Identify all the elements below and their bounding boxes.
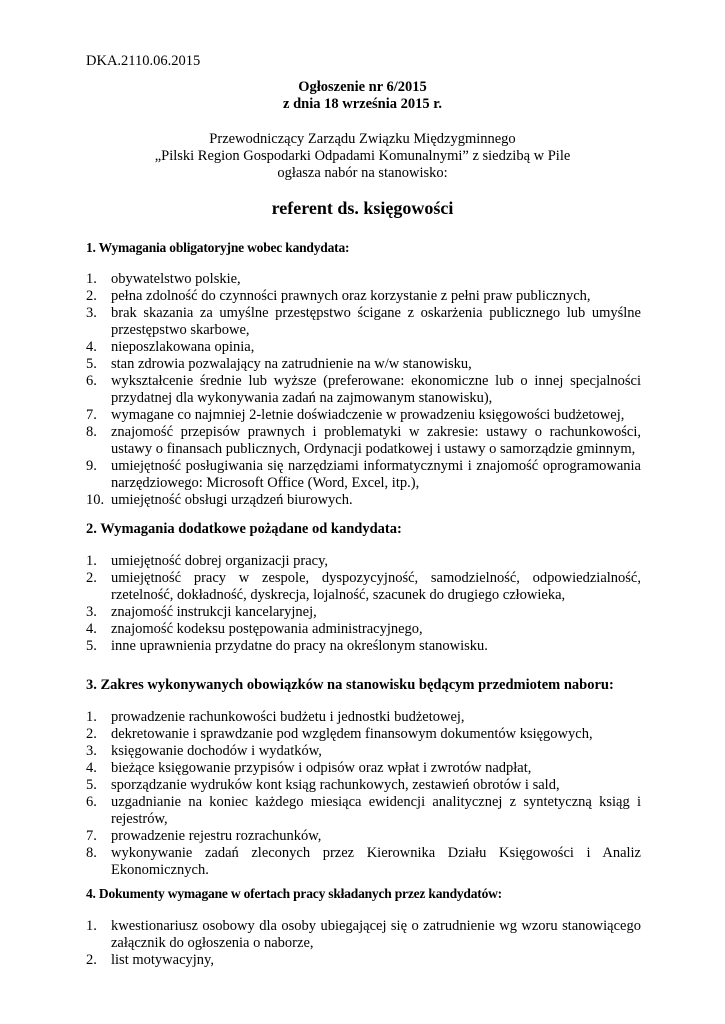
list-item [86, 777, 641, 794]
list-item-number: 3. [86, 604, 97, 620]
list-item-text: sporządzanie wydruków kont ksiąg rachunkowych, zestawień obrotów i sald, [111, 777, 560, 793]
intro-line-3: ogłasza nabór na stanowisko: [277, 165, 448, 181]
list-item-text: prowadzenie rejestru rozrachunków, [111, 828, 322, 844]
list-item [86, 952, 641, 969]
list-item [86, 305, 641, 339]
list-item [86, 339, 641, 356]
list-item-number: 9. [86, 458, 97, 474]
list-item [86, 743, 641, 760]
position-title: referent ds. księgowości [271, 198, 454, 218]
list-item [86, 553, 641, 570]
section-title: 4. Dokumenty wymagane w ofertach pracy składanych przez kandydatów: [86, 886, 502, 901]
list-item-text: pełna zdolność do czynności prawnych oraz korzystanie z pełni praw publicznych, [111, 288, 591, 304]
list-item-number: 2. [86, 726, 97, 742]
list-item-number: 5. [86, 638, 97, 654]
list-item-number: 1. [86, 271, 97, 287]
announcement-date: z dnia 18 września 2015 r. [283, 96, 442, 112]
list-item-text: umiejętność pracy w zespole, dyspozycyjność, samodzielność, odpowiedzialność, rzetelność, dokładność, dyskrecja, lojalność, szacunek do drugiego człowieka, [111, 570, 641, 603]
list-item [86, 845, 641, 879]
list-item-text: obywatelstwo polskie, [111, 271, 241, 287]
list-item-number: 5. [86, 777, 97, 793]
list-item [86, 760, 641, 777]
list-item [86, 570, 641, 604]
announcement-intro [0, 131, 725, 182]
list-item-number: 7. [86, 828, 97, 844]
list-item [86, 828, 641, 845]
intro-line-2: „Pilski Region Gospodarki Odpadami Komunalnymi” z siedzibą w Pile [154, 148, 571, 164]
list-item-text: księgowanie dochodów i wydatków, [111, 743, 322, 759]
announcement-title: Ogłoszenie nr 6/2015 [298, 79, 427, 95]
list-item-text: inne uprawnienia przydatne do pracy na określonym stanowisku. [111, 638, 488, 654]
list-item-text: list motywacyjny, [111, 952, 214, 968]
list-item-number: 4. [86, 760, 97, 776]
list-item-text: umiejętność obsługi urządzeń biurowych. [111, 492, 353, 508]
list-item-text: bieżące księgowanie przypisów i odpisów oraz wpłat i zwrotów nadpłat, [111, 760, 532, 776]
section-required-documents [86, 885, 641, 969]
list-item [86, 604, 641, 621]
section-mandatory-requirements [86, 239, 641, 509]
list-item [86, 288, 641, 305]
list-item-number: 4. [86, 621, 97, 637]
list-item-text: umiejętność dobrej organizacji pracy, [111, 553, 329, 569]
list-item [86, 918, 641, 952]
documents-list [86, 918, 641, 969]
list-item [86, 726, 641, 743]
list-item-number: 8. [86, 424, 97, 440]
list-item [86, 458, 641, 492]
list-item [86, 794, 641, 828]
list-item-number: 2. [86, 952, 97, 968]
list-item-number: 3. [86, 743, 97, 759]
list-item [86, 621, 641, 638]
list-item-number: 2. [86, 570, 97, 586]
list-item-text: stan zdrowia pozwalający na zatrudnienie na w/w stanowisku, [111, 356, 472, 372]
list-item [86, 424, 641, 458]
section-additional-requirements [86, 521, 641, 655]
section-title: 1. Wymagania obligatoryjne wobec kandydata: [86, 240, 350, 255]
list-item-number: 2. [86, 288, 97, 304]
list-item [86, 271, 641, 288]
intro-line-1: Przewodniczący Zarządu Związku Międzygminnego [209, 131, 516, 147]
list-item-number: 1. [86, 709, 97, 725]
list-item-number: 7. [86, 407, 97, 423]
list-item-text: dekretowanie i sprawdzanie pod względem finansowym dokumentów księgowych, [111, 726, 593, 742]
list-item [86, 492, 641, 509]
list-item [86, 709, 641, 726]
list-item [86, 407, 641, 424]
list-item-number: 3. [86, 305, 97, 321]
reference-number: DKA.2110.06.2015 [86, 53, 201, 69]
list-item-text: wykonywanie zadań zleconych przez Kierownika Działu Księgowości i Analiz Ekonomicznych. [111, 845, 641, 878]
list-item-number: 6. [86, 373, 97, 389]
list-item-number: 5. [86, 356, 97, 372]
list-item-number: 4. [86, 339, 97, 355]
list-item-text: wymagane co najmniej 2-letnie doświadczenie w prowadzeniu księgowości budżetowej, [111, 407, 625, 423]
list-item [86, 638, 641, 655]
additional-requirements-list [86, 553, 641, 655]
list-item [86, 356, 641, 373]
section-duties [86, 677, 641, 879]
list-item-number: 6. [86, 794, 97, 810]
duties-list [86, 709, 641, 879]
list-item-text: wykształcenie średnie lub wyższe (preferowane: ekonomiczne lub o innej specjalności przydatnej dla wykonywania zadań na zajmowanym stanowisku), [111, 373, 641, 406]
list-item-text: prowadzenie rachunkowości budżetu i jednostki budżetowej, [111, 709, 465, 725]
list-item-number: 8. [86, 845, 97, 861]
list-item-number: 10. [86, 492, 105, 508]
list-item-number: 1. [86, 553, 97, 569]
announcement-header [0, 79, 725, 113]
list-item [86, 373, 641, 407]
list-item-text: znajomość kodeksu postępowania administracyjnego, [111, 621, 423, 637]
list-item-number: 1. [86, 918, 97, 934]
requirements-list [86, 271, 641, 509]
list-item-text: kwestionariusz osobowy dla osoby ubiegającej się o zatrudnienie wg wzoru stanowiącego załącznik do ogłoszenia o naborze, [111, 918, 641, 951]
list-item-text: uzgadnianie na koniec każdego miesiąca ewidencji analitycznej z syntetyczną ksiąg i rejestrów, [111, 794, 641, 827]
list-item-text: znajomość przepisów prawnych i problematyki w zakresie: ustawy o rachunkowości, ustawy o finansach publicznych, Ordynacji podatkowej i ustawy o samorządzie gminnym, [111, 424, 641, 457]
list-item-text: brak skazania za umyślne przestępstwo ścigane z oskarżenia publicznego lub umyślne przestępstwo skarbowe, [111, 305, 641, 338]
list-item-text: umiejętność posługiwania się narzędziami informatycznymi i znajomość oprogramowania narzędziowego: Microsoft Office (Word, Excel, itp.), [111, 458, 641, 491]
list-item-text: znajomość instrukcji kancelaryjnej, [111, 604, 317, 620]
list-item-text: nieposzlakowana opinia, [111, 339, 255, 355]
section-title: 2. Wymagania dodatkowe pożądane od kandydata: [86, 521, 402, 537]
section-title: 3. Zakres wykonywanych obowiązków na stanowisku będącym przedmiotem naboru: [86, 677, 614, 693]
